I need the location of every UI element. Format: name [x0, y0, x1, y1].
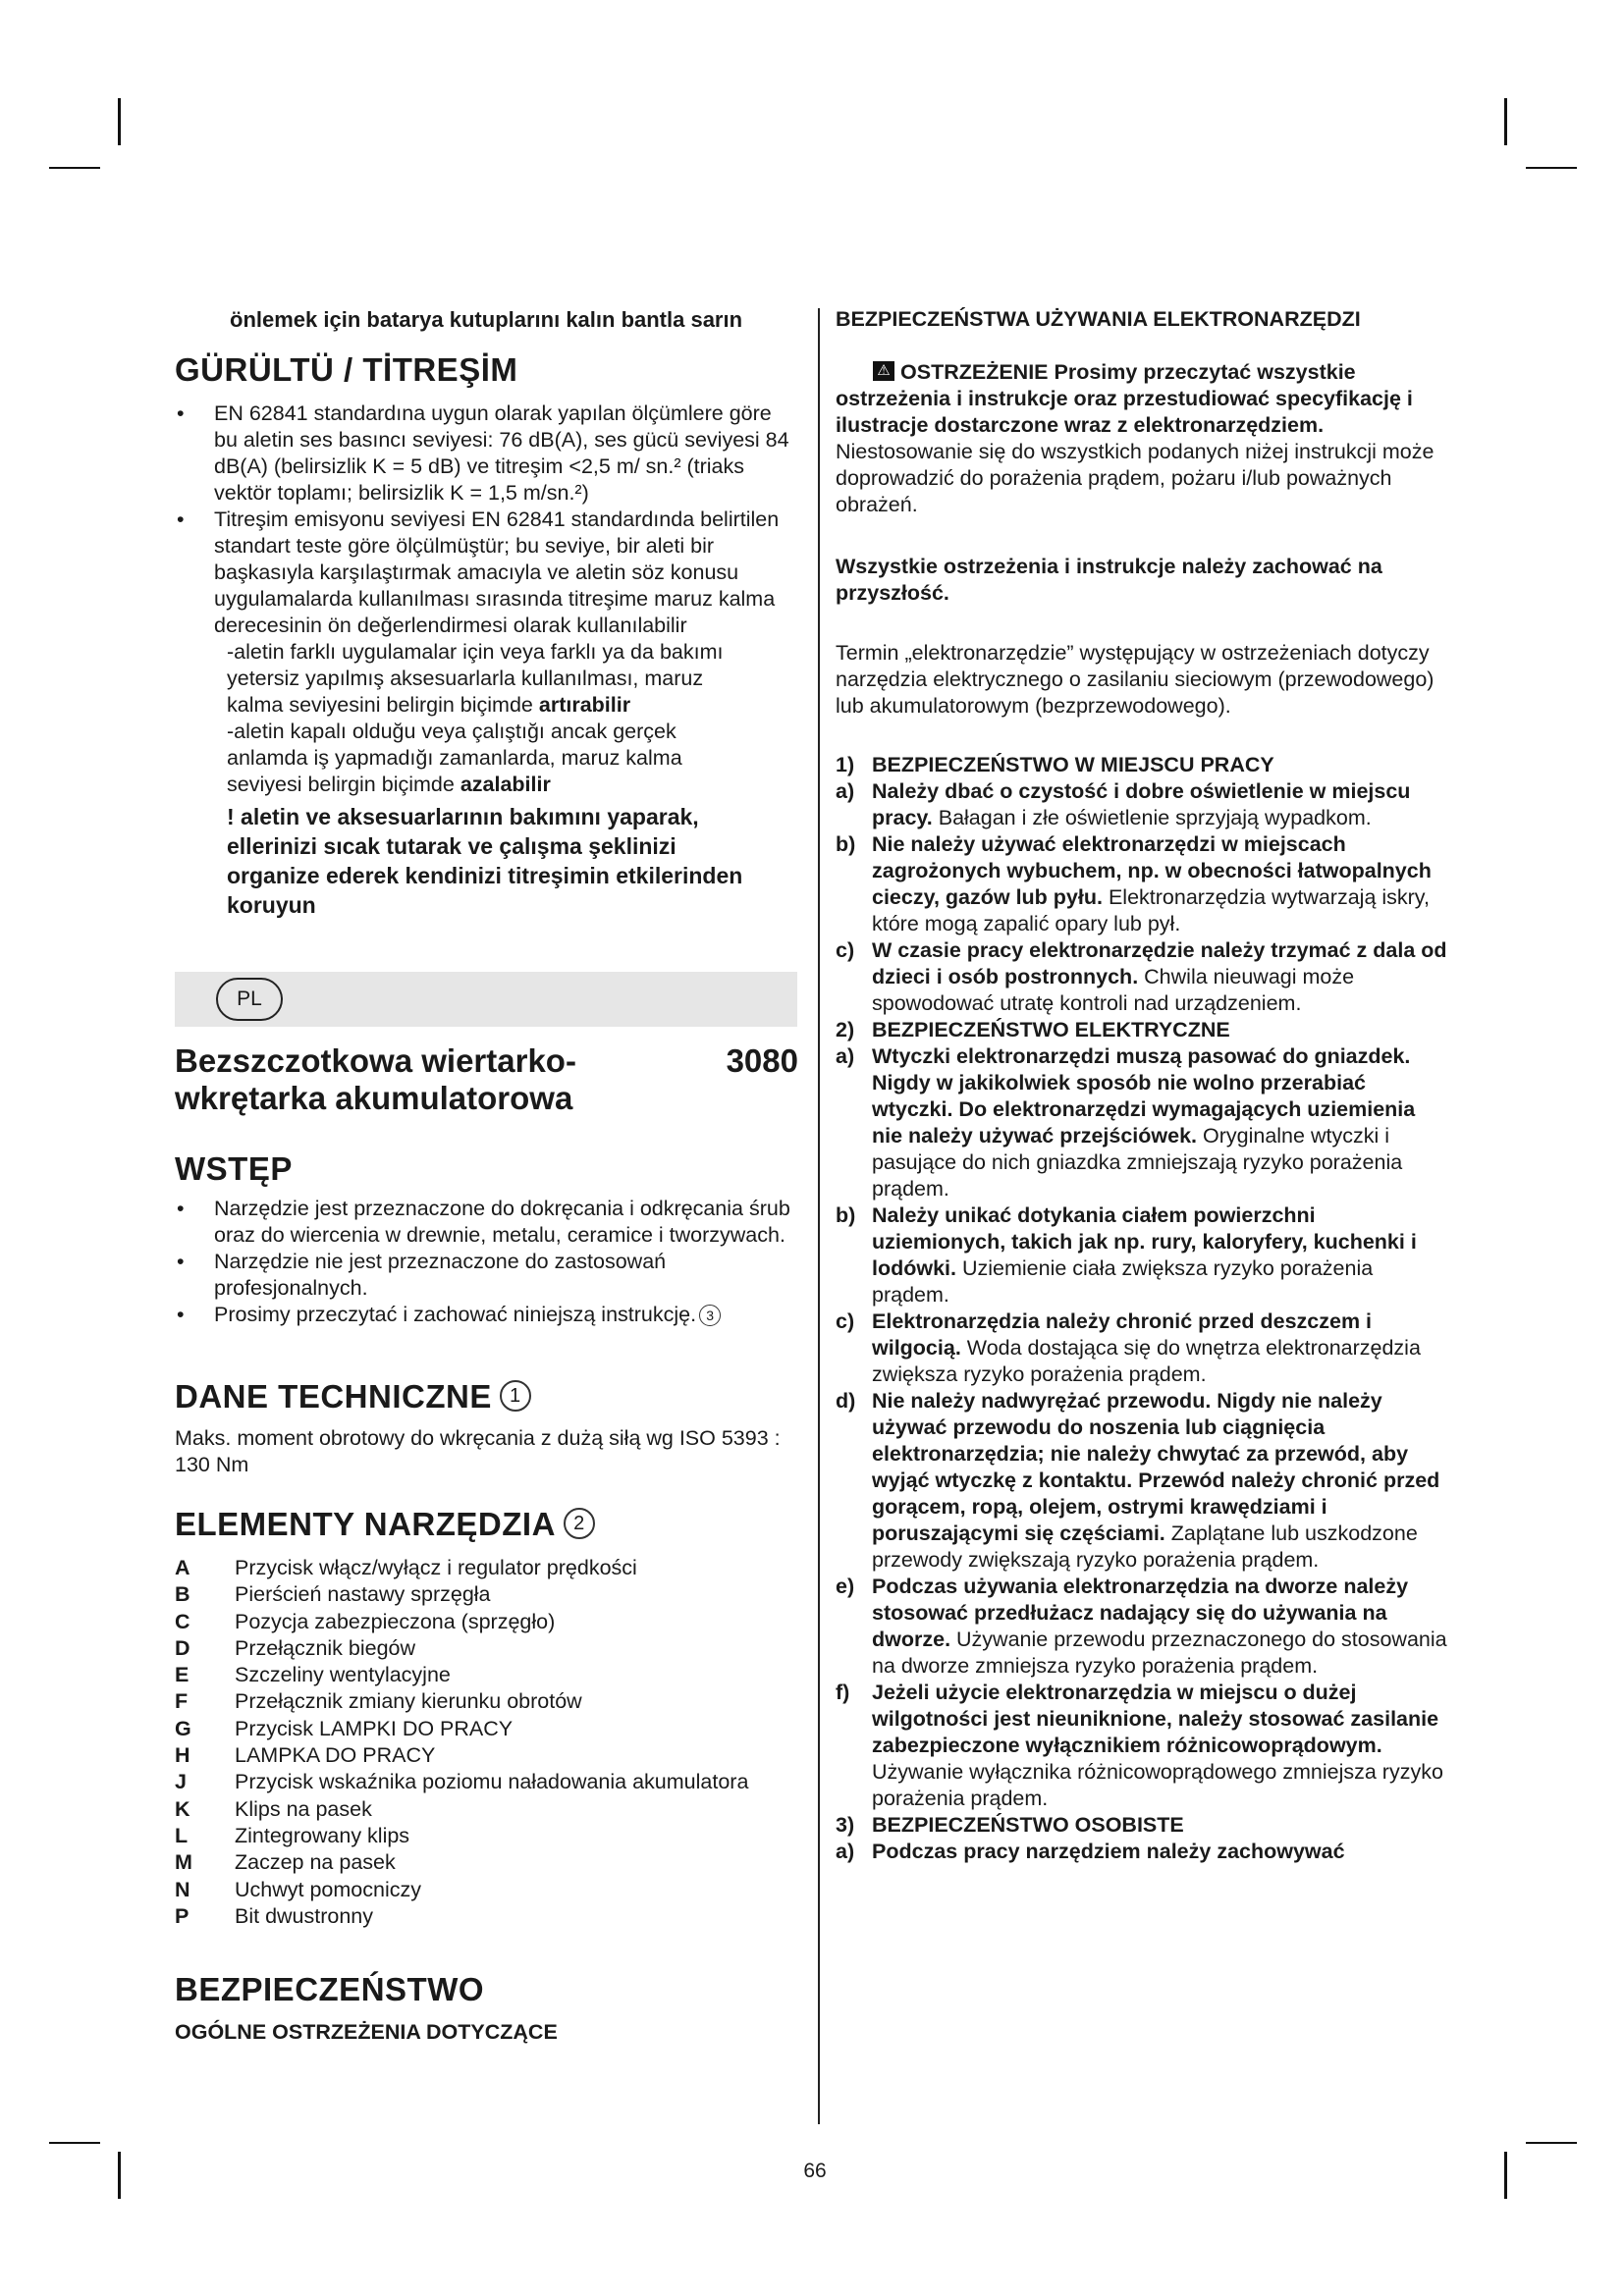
item-3a: a) Podczas pracy narzędziem należy zachowywać	[836, 1840, 1345, 1863]
item-1b: b) Nie należy używać elektronarzędzi w miejscach zagrożonych wybuchem, np. w obecności łatwopalnych cieczy, gazów lub pyłu. Elektronarzędzia wytwarzają iskry, które mogą zapalić opary lub pył.	[836, 832, 1432, 935]
page-number: 66	[803, 2160, 827, 2182]
part-key: D	[175, 1635, 190, 1660]
parts-list	[175, 1555, 803, 1930]
figure-ref: 2	[564, 1508, 595, 1539]
part-row	[175, 1609, 803, 1635]
crop-mark	[1526, 167, 1577, 169]
noise-heading: GÜRÜLTÜ / TİTREŞİM	[175, 351, 518, 388]
part-row	[175, 1662, 803, 1688]
part-label: Szczeliny wentylacyjne	[235, 1663, 451, 1687]
part-key: G	[175, 1716, 191, 1740]
noise-warning: ! aletin ve aksesuarlarının bakımını yaparak, ellerinizi sıcak tutarak ve çalışma şeklinizi organize ederek kendinizi titreşimin etkilerinden koruyun	[227, 804, 743, 918]
part-label: Uchwyt pomocniczy	[235, 1877, 421, 1901]
part-label: Przycisk LAMPKI DO PRACY	[235, 1716, 514, 1740]
right-heading: BEZPIECZEŃSTWA UŻYWANIA ELEKTRONARZĘDZI	[836, 307, 1361, 331]
part-key: M	[175, 1850, 192, 1875]
language-badge: PL	[216, 978, 283, 1021]
crop-mark	[1526, 2142, 1577, 2144]
intro-line: önlemek için batarya kutuplarını kalın bantla sarın	[230, 307, 743, 332]
part-key: B	[175, 1582, 190, 1607]
part-label: Zintegrowany klips	[235, 1823, 410, 1847]
item-2c: c) Elektronarzędzia należy chronić przed deszczem i wilgocią. Woda dostająca się do wnętrza elektronarzędzia zwiększa ryzyko porażenia prądem.	[836, 1309, 1421, 1386]
warning-block: ⚠ OSTRZEŻENIE Prosimy przeczytać wszystkie ostrzeżenia i instrukcje oraz przestudiować specyfikację i ilustracje dostarczone wraz z elektronarzędziem. Niestosowanie się do wszystkich podanych niżej instrukcji może doprowadzić do porażenia prądem, pożaru i/lub poważnych obrażeń.	[836, 360, 1435, 516]
part-label: Przełącznik zmiany kierunku obrotów	[235, 1689, 582, 1714]
part-key: H	[175, 1743, 190, 1768]
noise-sub-2: -aletin kapalı olduğu veya çalıştığı ancak gerçek anlamda iş yapmadığı zamanlarda, maruz kalma seviyesi belirgin biçimde azalabilir	[227, 720, 682, 796]
elements-heading: ELEMENTY NARZĘDZIA 2	[175, 1506, 595, 1543]
safety-heading: BEZPIECZEŃSTWO	[175, 1971, 485, 2007]
product-title-line2: wkrętarka akumulatorowa	[175, 1080, 573, 1116]
part-label: Zaczep na pasek	[235, 1850, 396, 1875]
product-number: 3080	[726, 1042, 798, 1079]
part-row	[175, 1823, 803, 1849]
crop-mark	[1504, 2152, 1507, 2199]
crop-mark	[49, 167, 100, 169]
intro-bullet: • Prosimy przeczytać i zachować niniejszą instrukcję. 3	[175, 1302, 793, 1328]
crop-mark	[1504, 98, 1507, 145]
item-1c: c) W czasie pracy elektronarzędzie należy trzymać z dala od dzieci i osób postronnych. Chwila nieuwagi może spowodować utratę kontroli nad urządzeniem.	[836, 938, 1447, 1015]
intro-bullet: • Narzędzie nie jest przeznaczone do zastosowań profesjonalnych.	[175, 1249, 793, 1302]
tech-heading: DANE TECHNICZNE 1	[175, 1378, 531, 1415]
part-label: Pozycja zabezpieczona (sprzęgło)	[235, 1609, 556, 1633]
noise-bullet: • Titreşim emisyonu seviyesi EN 62841 standardında belirtilen standart teste göre ölçülmüştür; bu seviye, bir aleti bir başkasıyla karşılaştırmak amacıyla ve aletin söz konusu uygulamalarda kullanılması sırasında titreşime maruz kalma derecesinin ön değerlendirmesi olarak kullanılabilir	[175, 507, 793, 639]
part-key: A	[175, 1556, 190, 1579]
noise-section	[175, 400, 793, 920]
section-1: 1) BEZPIECZEŃSTWO W MIEJSCU PRACY	[836, 753, 1274, 776]
noise-sub-1: -aletin farklı uygulamalar için veya farklı ya da bakımı yetersiz yapılmış aksesuarlarla kullanılması, maruz kalma seviyesini belirgin biçimde artırabilir	[227, 640, 724, 717]
crop-mark	[118, 98, 121, 145]
product-title-line1: Bezszczotkowa wiertarko-	[175, 1042, 576, 1079]
intro-heading: WSTĘP	[175, 1150, 293, 1187]
product-title	[175, 1042, 798, 1117]
term-definition: Termin „elektronarzędzie” występujący w ostrzeżeniach dotyczy narzędzia elektrycznego o zasilaniu sieciowym (przewodowego) lub akumulatorowym (bezprzewodowego).	[836, 641, 1435, 718]
item-2b: b) Należy unikać dotykania ciałem powierzchni uziemionych, takich jak np. rury, kaloryfery, kuchenki i lodówki. Uziemienie ciała zwiększa ryzyko porażenia prądem.	[836, 1203, 1417, 1307]
warning-icon: ⚠	[873, 361, 894, 381]
part-row	[175, 1796, 803, 1823]
part-key: K	[175, 1796, 190, 1821]
part-row	[175, 1849, 803, 1876]
column-divider	[818, 308, 820, 2124]
part-key: E	[175, 1663, 189, 1687]
part-key: J	[175, 1770, 187, 1794]
item-2d: d) Nie należy nadwyrężać przewodu. Nigdy nie należy używać przewodu do noszenia lub ciągnięcia elektronarzędzia; nie należy chwytać za przewód, aby wyjąć wtyczkę z kontaktu. Przewód należy chronić przed gorącem, ropą, olejem, ostrymi krawędziami i poruszającymi się częściami. Zaplątane lub uszkodzone przewody zwiększają ryzyko porażenia prądem.	[836, 1389, 1440, 1572]
part-row	[175, 1635, 803, 1662]
language-band	[175, 972, 797, 1027]
part-label: Pierścień nastawy sprzęgła	[235, 1582, 491, 1607]
item-2a: a) Wtyczki elektronarzędzi muszą pasować do gniazdek. Nigdy w jakikolwiek sposób nie wolno przerabiać wtyczki. Do elektronarzędzi wymagających uziemienia nie należy używać przejściówek. Oryginalne wtyczki i pasujące do nich gniazdka zmniejszają ryzyko porażenia prądem.	[836, 1044, 1416, 1201]
part-label: Przycisk wskaźnika poziomu naładowania akumulatora	[235, 1770, 749, 1794]
part-key: P	[175, 1903, 189, 1928]
keep-instructions: Wszystkie ostrzeżenia i instrukcje należy zachować na przyszłość.	[836, 555, 1382, 605]
part-row	[175, 1716, 803, 1742]
intro-bullet: • Narzędzie jest przeznaczone do dokręcania i odkręcania śrub oraz do wiercenia w drewnie, metalu, ceramice i tworzywach.	[175, 1196, 793, 1249]
crop-mark	[118, 2152, 121, 2199]
part-label: Klips na pasek	[235, 1796, 372, 1821]
part-row	[175, 1903, 803, 1930]
item-2f: f) Jeżeli użycie elektronarzędzia w miejscu o dużej wilgotności jest nieuniknione, należy stosować zasilanie zabezpieczone wyłącznikiem różnicowoprądowym. Używanie wyłącznika różnicowoprądowego zmniejsza ryzyko porażenia prądem.	[836, 1681, 1443, 1810]
crop-mark	[49, 2142, 100, 2144]
part-key: N	[175, 1877, 190, 1901]
tech-text: Maks. moment obrotowy do wkręcania z dużą siłą wg ISO 5393 : 130 Nm	[175, 1426, 781, 1476]
part-label: Przełącznik biegów	[235, 1635, 416, 1660]
part-key: F	[175, 1689, 189, 1714]
part-label: LAMPKA DO PRACY	[235, 1743, 436, 1768]
intro-section	[175, 1196, 793, 1328]
safety-subheading: OGÓLNE OSTRZEŻENIA DOTYCZĄCE	[175, 2020, 558, 2044]
part-row	[175, 1688, 803, 1715]
item-2e: e) Podczas używania elektronarzędzia na dworze należy stosować przedłużacz nadający się do używania na dworze. Używanie przewodu przeznaczonego do stosowania na dworze zmniejsza ryzyko porażenia prądem.	[836, 1575, 1447, 1678]
section-3: 3) BEZPIECZEŃSTWO OSOBISTE	[836, 1813, 1184, 1837]
part-label: Bit dwustronny	[235, 1903, 374, 1928]
part-row	[175, 1769, 803, 1795]
part-key: C	[175, 1609, 190, 1633]
part-row	[175, 1742, 803, 1769]
part-label: Przycisk włącz/wyłącz i regulator prędkości	[235, 1556, 637, 1579]
part-key: L	[175, 1823, 189, 1847]
figure-ref: 1	[500, 1380, 531, 1412]
figure-ref: 3	[699, 1305, 721, 1326]
safety-list	[836, 752, 1449, 1865]
noise-bullet: • EN 62841 standardına uygun olarak yapılan ölçümlere göre bu aletin ses basıncı seviyesi: 76 dB(A), ses gücü seviyesi 84 dB(A) (belirsizlik K = 5 dB) ve titreşim <2,5 m/ sn.² (triaks vektör toplamı; belirsizlik K = 1,5 m/sn.²)	[175, 400, 793, 507]
part-row	[175, 1581, 803, 1608]
section-2: 2) BEZPIECZEŃSTWO ELEKTRYCZNE	[836, 1018, 1230, 1041]
part-row	[175, 1877, 803, 1903]
part-row	[175, 1555, 803, 1581]
item-1a: a) Należy dbać o czystość i dobre oświetlenie w miejscu pracy. Bałagan i złe oświetlenie sprzyjają wypadkom.	[836, 779, 1411, 829]
